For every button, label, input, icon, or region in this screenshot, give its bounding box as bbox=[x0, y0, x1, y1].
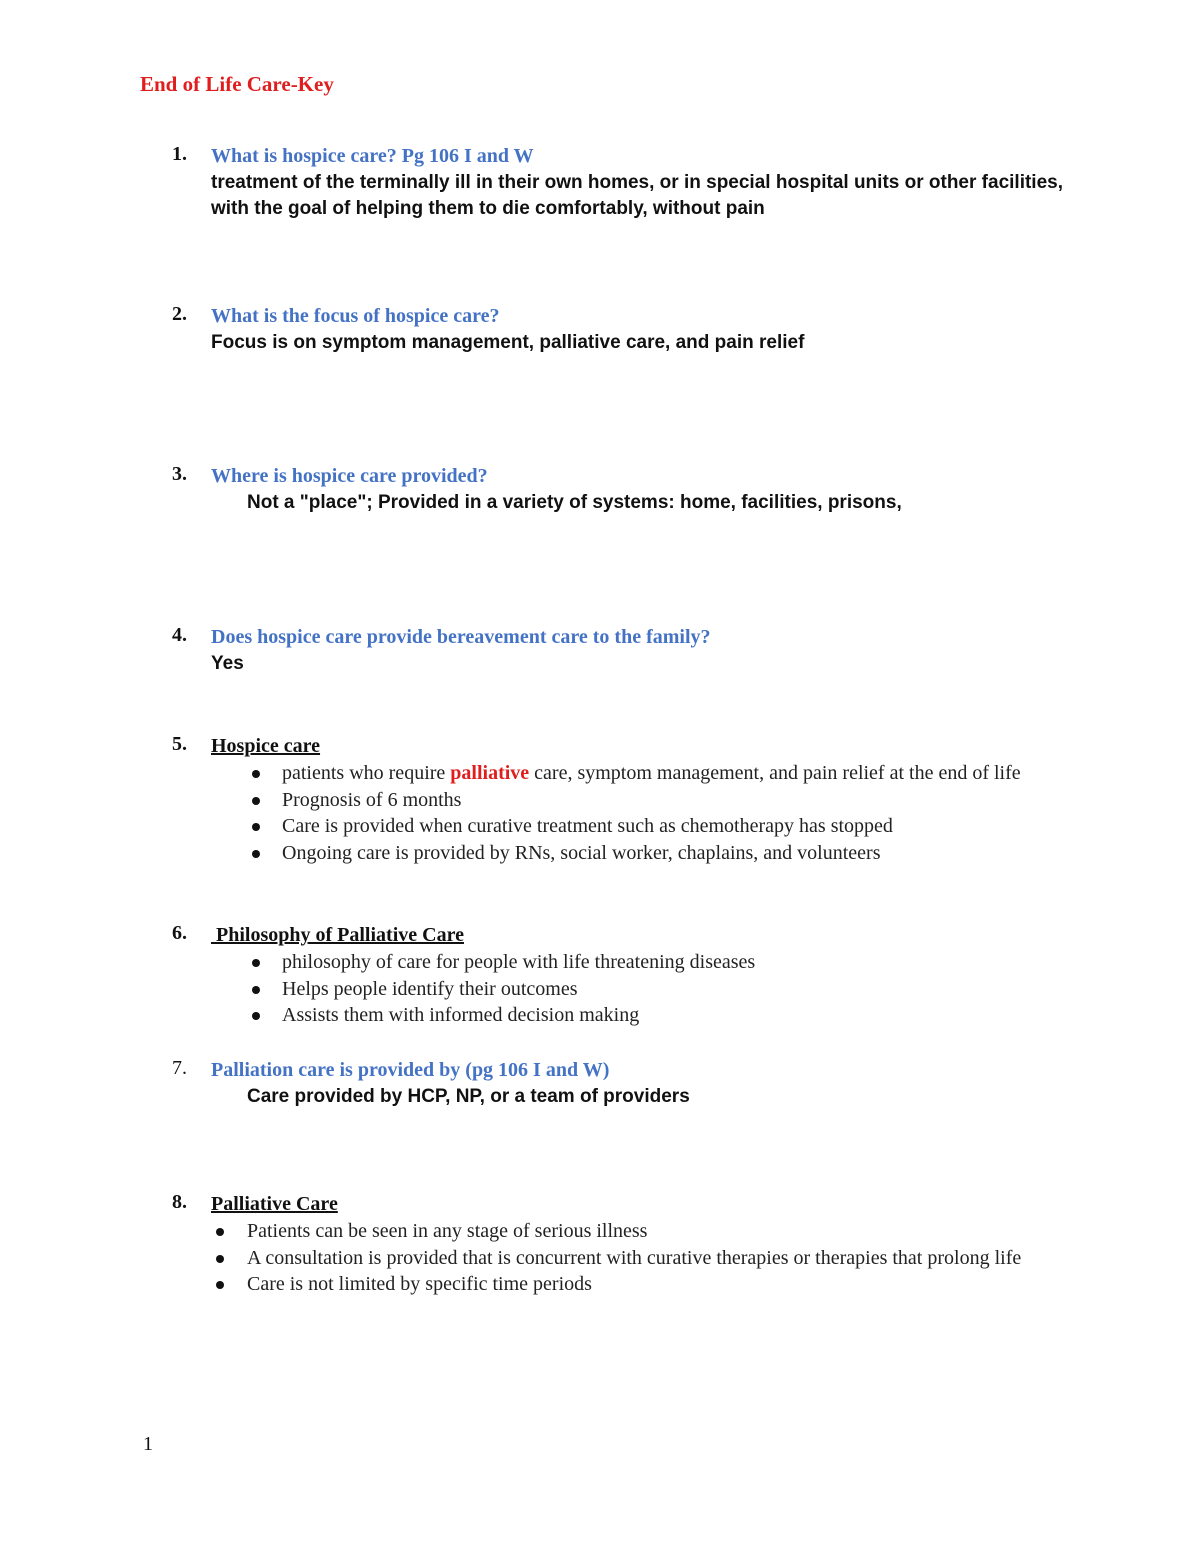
question-number: 1. bbox=[172, 143, 187, 165]
question-number: 4. bbox=[172, 624, 187, 646]
list-item bbox=[172, 787, 1062, 814]
bullet-text: Care is provided when curative treatment such as chemotherapy has stopped bbox=[282, 815, 893, 837]
bullet-icon bbox=[216, 1255, 224, 1263]
question-4 bbox=[172, 624, 1072, 677]
question-text: What is hospice care? Pg 106 I and W bbox=[211, 145, 534, 167]
bullet-icon bbox=[216, 1228, 224, 1236]
question-number: 6. bbox=[172, 922, 187, 944]
question-6 bbox=[172, 922, 1072, 949]
list-item bbox=[172, 1271, 1062, 1298]
bullet-icon bbox=[252, 797, 260, 805]
question-7 bbox=[172, 1057, 1072, 1110]
bullet-text: Ongoing care is provided by RNs, social worker, chaplains, and volunteers bbox=[282, 841, 881, 864]
bullet-text: A consultation is provided that is concurrent with curative therapies or therapies that prolong life bbox=[247, 1246, 1022, 1269]
bullet-text: Prognosis of 6 months bbox=[282, 788, 462, 811]
list-item bbox=[172, 976, 1062, 1003]
bullet-icon bbox=[252, 823, 260, 831]
bullet-text: Helps people identify their outcomes bbox=[282, 977, 578, 1000]
question-text: Does hospice care provide bereavement care to the family? bbox=[211, 626, 711, 648]
document-title: End of Life Care-Key bbox=[140, 72, 334, 96]
bullet-text: Care is not limited by specific time periods bbox=[247, 1273, 592, 1295]
page-number: 1 bbox=[143, 1433, 153, 1455]
bullet-icon bbox=[252, 959, 260, 967]
question-number: 5. bbox=[172, 733, 187, 755]
question-number: 7. bbox=[172, 1057, 187, 1079]
bullet-text: Patients can be seen in any stage of serious illness bbox=[247, 1220, 648, 1242]
answer-text: Yes bbox=[211, 653, 244, 674]
list-item bbox=[172, 760, 1062, 787]
section-heading: Philosophy of Palliative Care bbox=[211, 924, 464, 946]
bullet-icon bbox=[216, 1281, 224, 1289]
section-heading: Palliative Care bbox=[211, 1193, 338, 1215]
bullet-icon bbox=[252, 1012, 260, 1020]
hospice-care-bullets bbox=[172, 760, 1062, 866]
bullet-text: Assists them with informed decision making bbox=[282, 1004, 640, 1026]
answer-text: treatment of the terminally ill in their own homes, or in special hospital units or other facilities, with the goal of helping them to die comfortably, without pain bbox=[211, 172, 1063, 219]
bullet-icon bbox=[252, 986, 260, 994]
palliative-philosophy-bullets bbox=[172, 949, 1062, 1029]
answer-text: Focus is on symptom management, palliative care, and pain relief bbox=[211, 332, 805, 353]
list-item bbox=[172, 813, 1062, 840]
question-2 bbox=[172, 303, 1072, 356]
list-item bbox=[172, 1218, 1062, 1245]
palliative-highlight: palliative bbox=[450, 762, 530, 784]
list-item bbox=[172, 1245, 1062, 1272]
question-5 bbox=[172, 733, 1072, 760]
list-item bbox=[172, 1002, 1062, 1029]
bullet-icon bbox=[252, 850, 260, 858]
answer-text: Not a "place"; Provided in a variety of systems: home, facilities, prisons, bbox=[247, 492, 902, 513]
list-item bbox=[172, 949, 1062, 976]
question-text: Palliation care is provided by (pg 106 I and W) bbox=[211, 1059, 610, 1081]
bullet-text: care, symptom management, and pain relief at the end of life bbox=[529, 762, 1021, 784]
question-number: 2. bbox=[172, 303, 187, 325]
question-8 bbox=[172, 1191, 1072, 1218]
answer-text: Care provided by HCP, NP, or a team of providers bbox=[247, 1086, 690, 1107]
question-number: 8. bbox=[172, 1191, 187, 1213]
question-3 bbox=[172, 463, 1072, 516]
bullet-text: philosophy of care for people with life threatening diseases bbox=[282, 951, 756, 973]
section-heading: Hospice care bbox=[211, 735, 321, 757]
question-number: 3. bbox=[172, 463, 187, 485]
bullet-icon bbox=[252, 770, 260, 778]
question-1 bbox=[172, 143, 1072, 222]
question-text: What is the focus of hospice care? bbox=[211, 305, 500, 327]
bullet-text: patients who require bbox=[282, 762, 451, 784]
list-item bbox=[172, 840, 1062, 867]
palliative-care-bullets bbox=[172, 1218, 1062, 1298]
question-text: Where is hospice care provided? bbox=[211, 465, 488, 487]
